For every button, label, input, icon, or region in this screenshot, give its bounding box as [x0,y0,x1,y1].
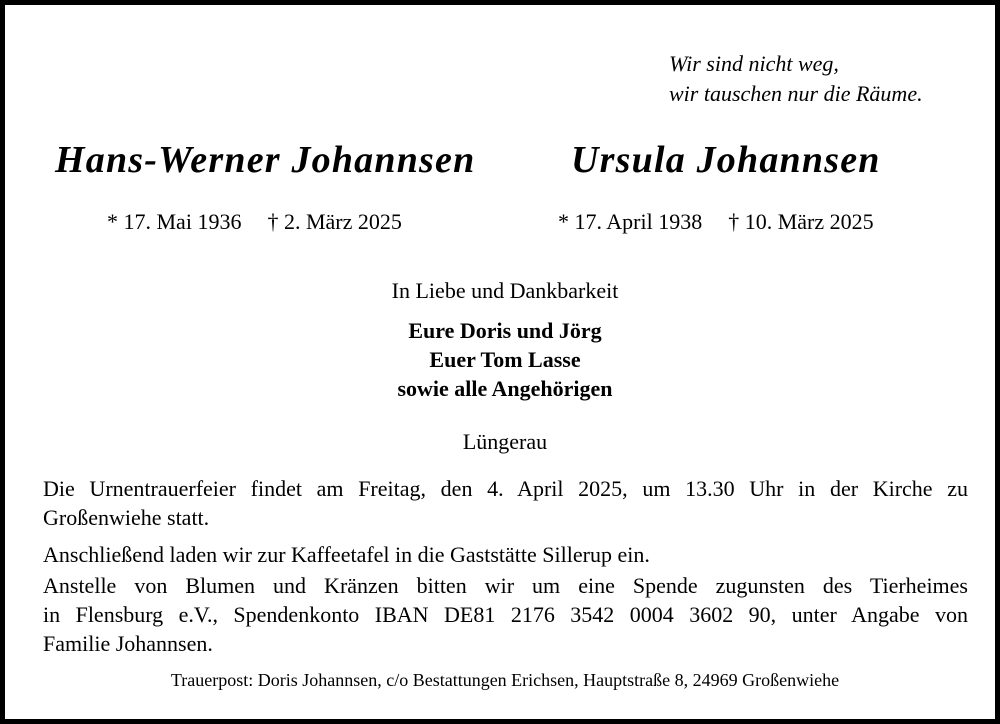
deceased-name-1: Hans-Werner Johannsen [55,139,476,181]
death-date: † 10. März 2025 [728,209,874,234]
paragraph-line: Großenwiehe statt. [43,505,210,530]
death-date: † 2. März 2025 [267,209,402,234]
paragraph-line: Familie Johannsen. [43,631,213,656]
paragraph-line: in Flensburg e.V., Spendenkonto IBAN DE81 2176 3542 0004 3602 90, unter Angabe von [43,602,968,627]
memorial-quote [669,49,923,109]
place-name: Lüngerau [462,429,548,454]
signer-line: Eure Doris und Jörg [408,318,602,343]
paragraph-line: Anschließend laden wir zur Kaffeetafel in die Gaststätte Sillerup ein. [43,542,650,567]
reception-paragraph [43,540,968,569]
condolence-address: Trauerpost: Doris Johannsen, c/o Bestattungen Erichsen, Hauptstraße 8, 24969 Großenwiehe [170,670,840,690]
closing-phrase: In Liebe und Dankbarkeit [391,278,619,303]
paragraph-line: Die Urnentrauerfeier findet am Freitag, den 4. April 2025, um 13.30 Uhr in der Kirche zu [43,476,968,501]
birth-date: * 17. April 1938 [558,209,703,234]
deceased-dates-1 [107,207,402,237]
quote-line: wir tauschen nur die Räume. [669,81,923,106]
deceased-dates-2 [558,207,874,237]
paragraph-line: Anstelle von Blumen und Kränzen bitten wir um eine Spende zugunsten des Tierheimes [43,573,968,598]
quote-line: Wir sind nicht weg, [669,51,839,76]
signers [5,316,1000,403]
deceased-name-2: Ursula Johannsen [571,139,881,181]
ceremony-paragraph [43,474,968,532]
donation-paragraph [43,571,968,658]
birth-date: * 17. Mai 1936 [107,209,242,234]
signer-line: sowie alle Angehörigen [397,376,613,401]
signer-line: Euer Tom Lasse [429,347,581,372]
